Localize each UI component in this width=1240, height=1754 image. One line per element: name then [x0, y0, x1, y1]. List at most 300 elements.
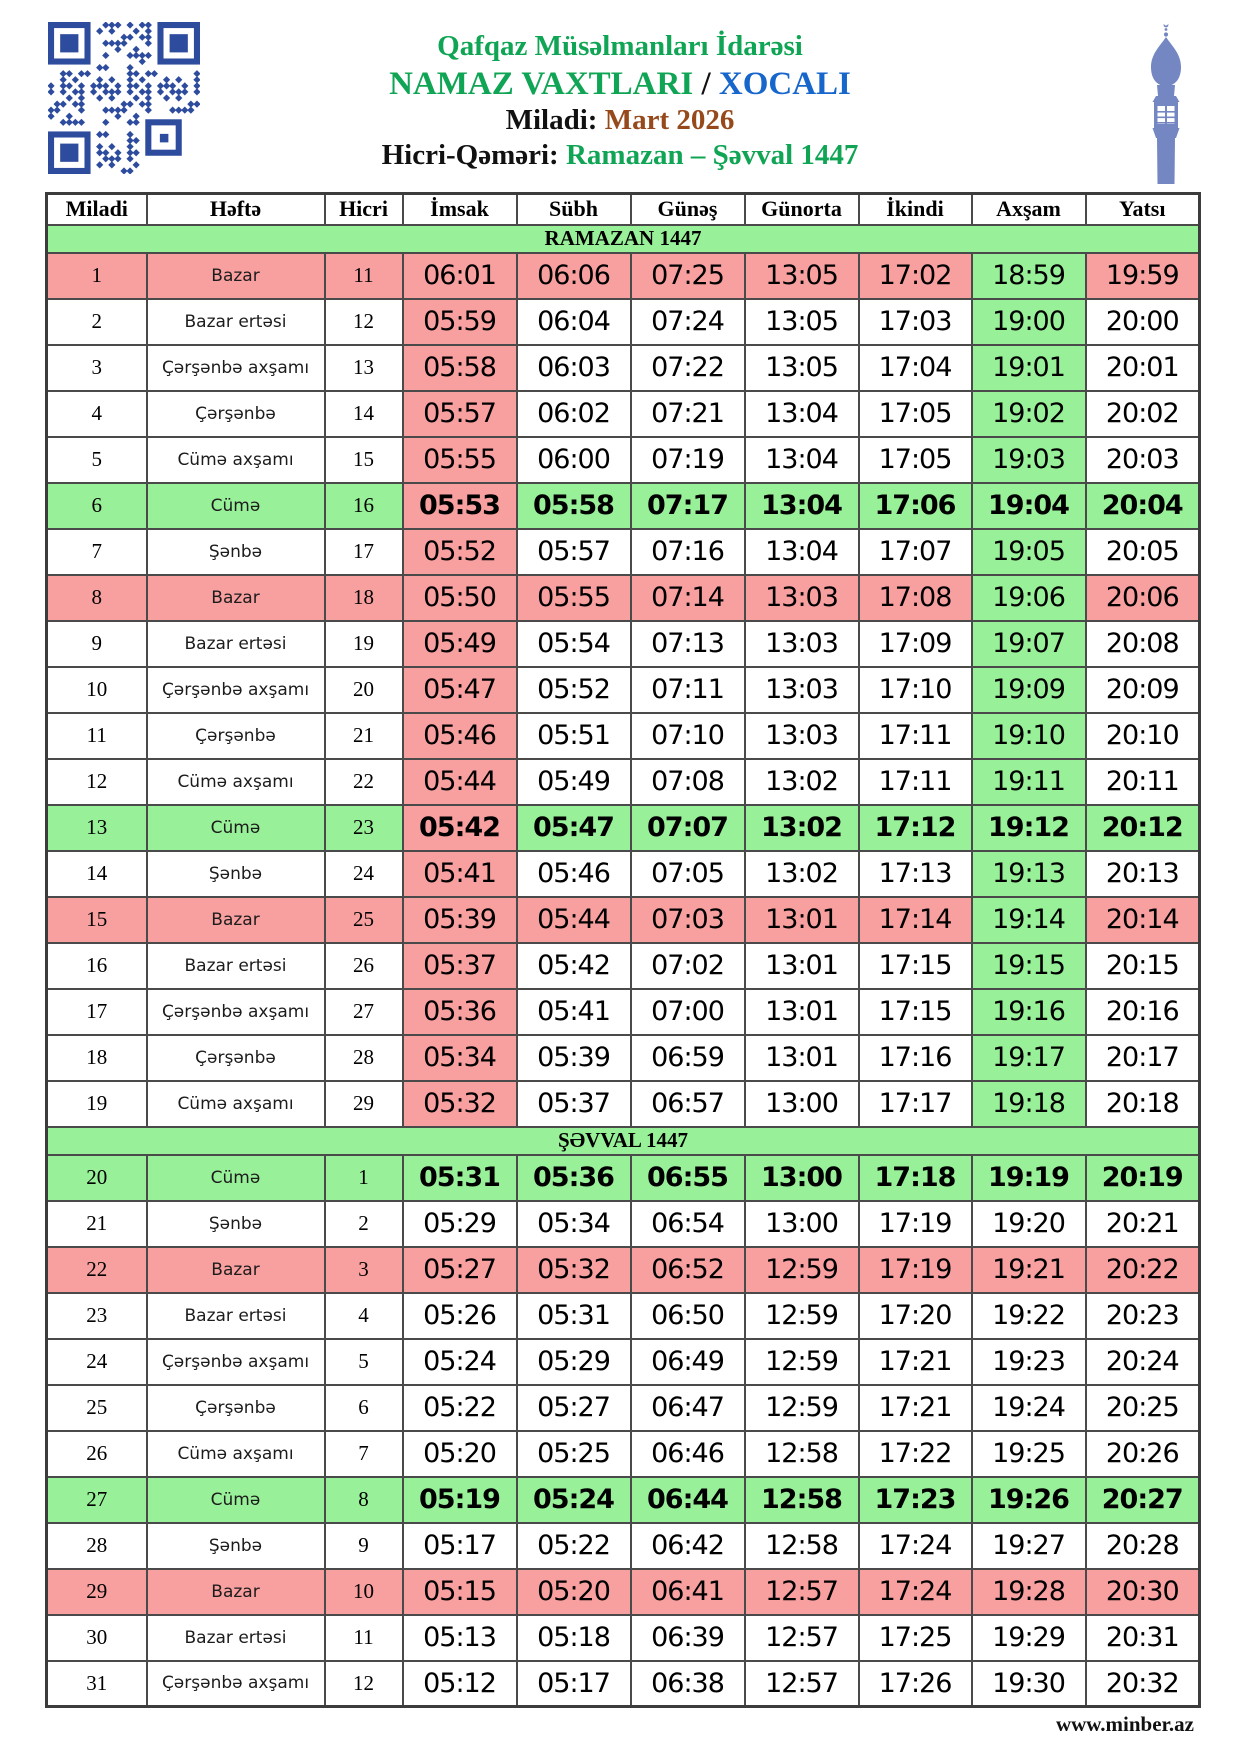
time-cell: 19:00 [972, 299, 1086, 345]
time-cell: 07:00 [631, 989, 745, 1035]
time-cell: 07:08 [631, 759, 745, 805]
time-cell: 19:06 [972, 575, 1086, 621]
time-cell: 12:59 [745, 1339, 859, 1385]
time-cell: 19:28 [972, 1569, 1086, 1615]
miladi-cell: 25 [47, 1385, 147, 1431]
miladi-cell: 7 [47, 529, 147, 575]
miladi-cell: 5 [47, 437, 147, 483]
time-cell: 05:34 [517, 1201, 631, 1247]
miladi-cell: 30 [47, 1615, 147, 1661]
table-row [47, 805, 1200, 851]
miladi-cell: 11 [47, 713, 147, 759]
time-cell: 17:02 [859, 253, 972, 299]
hicri-cell: 23 [325, 805, 403, 851]
time-cell: 19:24 [972, 1385, 1086, 1431]
time-cell: 06:47 [631, 1385, 745, 1431]
time-cell: 06:54 [631, 1201, 745, 1247]
time-cell: 05:58 [403, 345, 517, 391]
hicri-cell: 19 [325, 621, 403, 667]
time-cell: 20:30 [1086, 1569, 1200, 1615]
weekday-cell: Bazar [147, 1247, 325, 1293]
time-cell: 19:09 [972, 667, 1086, 713]
weekday-cell: Bazar ertəsi [147, 943, 325, 989]
table-row [47, 1201, 1200, 1247]
time-cell: 19:14 [972, 897, 1086, 943]
time-cell: 05:47 [403, 667, 517, 713]
time-cell: 06:00 [517, 437, 631, 483]
time-cell: 17:11 [859, 713, 972, 759]
column-header: Günorta [745, 194, 859, 225]
time-cell: 12:58 [745, 1523, 859, 1569]
time-cell: 17:19 [859, 1201, 972, 1247]
hicri-cell: 29 [325, 1081, 403, 1127]
time-cell: 19:20 [972, 1201, 1086, 1247]
time-cell: 17:16 [859, 1035, 972, 1081]
time-cell: 13:02 [745, 759, 859, 805]
time-cell: 05:19 [403, 1477, 517, 1523]
minaret-icon [1126, 20, 1200, 184]
time-cell: 20:14 [1086, 897, 1200, 943]
time-cell: 17:24 [859, 1523, 972, 1569]
time-cell: 19:07 [972, 621, 1086, 667]
time-cell: 05:54 [517, 621, 631, 667]
time-cell: 17:07 [859, 529, 972, 575]
weekday-cell: Bazar ertəsi [147, 1615, 325, 1661]
section-header-row [47, 1127, 1200, 1155]
time-cell: 12:57 [745, 1569, 859, 1615]
time-cell: 05:51 [517, 713, 631, 759]
time-cell: 17:06 [859, 483, 972, 529]
miladi-cell: 14 [47, 851, 147, 897]
hicri-cell: 21 [325, 713, 403, 759]
time-cell: 20:04 [1086, 483, 1200, 529]
miladi-cell: 10 [47, 667, 147, 713]
miladi-cell: 31 [47, 1661, 147, 1707]
time-cell: 05:32 [403, 1081, 517, 1127]
time-cell: 19:10 [972, 713, 1086, 759]
weekday-cell: Çərşənbə [147, 1385, 325, 1431]
miladi-cell: 17 [47, 989, 147, 1035]
time-cell: 19:11 [972, 759, 1086, 805]
time-cell: 20:10 [1086, 713, 1200, 759]
time-cell: 19:19 [972, 1155, 1086, 1201]
time-cell: 05:52 [517, 667, 631, 713]
time-cell: 05:17 [517, 1661, 631, 1707]
time-cell: 06:04 [517, 299, 631, 345]
time-cell: 17:05 [859, 391, 972, 437]
time-cell: 13:04 [745, 483, 859, 529]
time-cell: 06:55 [631, 1155, 745, 1201]
time-cell: 05:12 [403, 1661, 517, 1707]
miladi-cell: 27 [47, 1477, 147, 1523]
time-cell: 07:02 [631, 943, 745, 989]
time-cell: 18:59 [972, 253, 1086, 299]
miladi-cell: 20 [47, 1155, 147, 1201]
miladi-cell: 15 [47, 897, 147, 943]
weekday-cell: Çərşənbə axşamı [147, 1661, 325, 1707]
miladi-cell: 26 [47, 1431, 147, 1477]
time-cell: 13:03 [745, 713, 859, 759]
time-cell: 05:20 [517, 1569, 631, 1615]
time-cell: 05:49 [403, 621, 517, 667]
hicri-cell: 2 [325, 1201, 403, 1247]
time-cell: 05:37 [517, 1081, 631, 1127]
website-url: www.minber.az [1055, 1712, 1194, 1736]
qr-code-icon [48, 22, 200, 174]
miladi-cell: 16 [47, 943, 147, 989]
weekday-cell: Cümə [147, 483, 325, 529]
table-row [47, 1035, 1200, 1081]
time-cell: 20:00 [1086, 299, 1200, 345]
time-cell: 17:09 [859, 621, 972, 667]
time-cell: 19:22 [972, 1293, 1086, 1339]
time-cell: 05:41 [403, 851, 517, 897]
hicri-cell: 13 [325, 345, 403, 391]
time-cell: 20:21 [1086, 1201, 1200, 1247]
table-row [47, 1523, 1200, 1569]
time-cell: 17:19 [859, 1247, 972, 1293]
time-cell: 19:04 [972, 483, 1086, 529]
column-header: Sübh [517, 194, 631, 225]
miladi-cell: 22 [47, 1247, 147, 1293]
miladi-cell: 6 [47, 483, 147, 529]
time-cell: 05:17 [403, 1523, 517, 1569]
time-cell: 06:50 [631, 1293, 745, 1339]
column-header: Axşam [972, 194, 1086, 225]
time-cell: 06:57 [631, 1081, 745, 1127]
hicri-cell: 6 [325, 1385, 403, 1431]
miladi-cell: 29 [47, 1569, 147, 1615]
miladi-cell: 4 [47, 391, 147, 437]
time-cell: 07:22 [631, 345, 745, 391]
miladi-cell: 3 [47, 345, 147, 391]
time-cell: 05:46 [517, 851, 631, 897]
time-cell: 05:59 [403, 299, 517, 345]
time-cell: 13:05 [745, 253, 859, 299]
weekday-cell: Çərşənbə axşamı [147, 345, 325, 391]
hicri-cell: 9 [325, 1523, 403, 1569]
hicri-cell: 4 [325, 1293, 403, 1339]
time-cell: 20:13 [1086, 851, 1200, 897]
time-cell: 13:04 [745, 437, 859, 483]
column-header: Günəş [631, 194, 745, 225]
table-row [47, 1081, 1200, 1127]
table-row [47, 1615, 1200, 1661]
time-cell: 20:17 [1086, 1035, 1200, 1081]
time-cell: 19:02 [972, 391, 1086, 437]
table-row [47, 1477, 1200, 1523]
hicri-cell: 11 [325, 253, 403, 299]
table-row [47, 667, 1200, 713]
weekday-cell: Bazar [147, 253, 325, 299]
time-cell: 05:22 [517, 1523, 631, 1569]
time-cell: 19:25 [972, 1431, 1086, 1477]
miladi-cell: 24 [47, 1339, 147, 1385]
time-cell: 19:05 [972, 529, 1086, 575]
time-cell: 06:46 [631, 1431, 745, 1477]
time-cell: 20:28 [1086, 1523, 1200, 1569]
table-row [47, 575, 1200, 621]
column-header: İkindi [859, 194, 972, 225]
weekday-cell: Çərşənbə [147, 713, 325, 759]
table-row [47, 345, 1200, 391]
weekday-cell: Cümə axşamı [147, 437, 325, 483]
time-cell: 17:08 [859, 575, 972, 621]
time-cell: 05:36 [517, 1155, 631, 1201]
time-cell: 13:03 [745, 667, 859, 713]
miladi-cell: 23 [47, 1293, 147, 1339]
time-cell: 13:04 [745, 529, 859, 575]
time-cell: 17:05 [859, 437, 972, 483]
time-cell: 05:44 [403, 759, 517, 805]
time-cell: 07:25 [631, 253, 745, 299]
time-cell: 05:13 [403, 1615, 517, 1661]
table-row [47, 529, 1200, 575]
time-cell: 13:05 [745, 299, 859, 345]
time-cell: 12:57 [745, 1661, 859, 1707]
time-cell: 17:21 [859, 1339, 972, 1385]
table-row [47, 1339, 1200, 1385]
time-cell: 05:57 [517, 529, 631, 575]
miladi-cell: 21 [47, 1201, 147, 1247]
time-cell: 05:44 [517, 897, 631, 943]
hicri-cell: 25 [325, 897, 403, 943]
time-cell: 05:58 [517, 483, 631, 529]
weekday-cell: Şənbə [147, 1523, 325, 1569]
time-cell: 19:15 [972, 943, 1086, 989]
time-cell: 05:29 [403, 1201, 517, 1247]
time-cell: 20:15 [1086, 943, 1200, 989]
time-cell: 07:05 [631, 851, 745, 897]
weekday-cell: Cümə axşamı [147, 1081, 325, 1127]
table-row [47, 1431, 1200, 1477]
table-row [47, 1293, 1200, 1339]
time-cell: 19:01 [972, 345, 1086, 391]
time-cell: 19:12 [972, 805, 1086, 851]
time-cell: 05:36 [403, 989, 517, 1035]
time-cell: 17:25 [859, 1615, 972, 1661]
time-cell: 12:58 [745, 1477, 859, 1523]
time-cell: 20:19 [1086, 1155, 1200, 1201]
time-cell: 06:39 [631, 1615, 745, 1661]
weekday-cell: Bazar [147, 575, 325, 621]
time-cell: 20:23 [1086, 1293, 1200, 1339]
weekday-cell: Çərşənbə [147, 391, 325, 437]
time-cell: 17:14 [859, 897, 972, 943]
column-header-row [47, 194, 1200, 225]
hicri-cell: 20 [325, 667, 403, 713]
time-cell: 05:15 [403, 1569, 517, 1615]
miladi-cell: 1 [47, 253, 147, 299]
time-cell: 05:46 [403, 713, 517, 759]
table-row [47, 713, 1200, 759]
time-cell: 05:32 [517, 1247, 631, 1293]
hicri-cell: 16 [325, 483, 403, 529]
time-cell: 06:02 [517, 391, 631, 437]
time-cell: 12:59 [745, 1385, 859, 1431]
time-cell: 13:01 [745, 897, 859, 943]
time-cell: 17:13 [859, 851, 972, 897]
time-cell: 17:23 [859, 1477, 972, 1523]
weekday-cell: Çərşənbə [147, 1035, 325, 1081]
weekday-cell: Bazar ertəsi [147, 299, 325, 345]
time-cell: 06:52 [631, 1247, 745, 1293]
time-cell: 19:03 [972, 437, 1086, 483]
hicri-cell: 3 [325, 1247, 403, 1293]
hicri-cell: 5 [325, 1339, 403, 1385]
hicri-cell: 10 [325, 1569, 403, 1615]
time-cell: 20:31 [1086, 1615, 1200, 1661]
column-header: Həftə [147, 194, 325, 225]
weekday-cell: Şənbə [147, 1201, 325, 1247]
weekday-cell: Çərşənbə axşamı [147, 667, 325, 713]
time-cell: 07:10 [631, 713, 745, 759]
column-header: Miladi [47, 194, 147, 225]
time-cell: 13:00 [745, 1155, 859, 1201]
miladi-cell: 19 [47, 1081, 147, 1127]
table-row [47, 989, 1200, 1035]
time-cell: 17:10 [859, 667, 972, 713]
organization-title: Qafqaz Müsəlmanları İdarəsi [437, 30, 803, 62]
time-cell: 06:41 [631, 1569, 745, 1615]
time-cell: 17:11 [859, 759, 972, 805]
time-cell: 05:37 [403, 943, 517, 989]
hicri-cell: 18 [325, 575, 403, 621]
time-cell: 20:24 [1086, 1339, 1200, 1385]
time-cell: 17:20 [859, 1293, 972, 1339]
table-row [47, 851, 1200, 897]
hicri-cell: 11 [325, 1615, 403, 1661]
prayer-times-table [45, 192, 1201, 1708]
time-cell: 17:24 [859, 1569, 972, 1615]
time-cell: 13:05 [745, 345, 859, 391]
time-cell: 05:53 [403, 483, 517, 529]
table-row [47, 483, 1200, 529]
time-cell: 05:42 [403, 805, 517, 851]
time-cell: 19:17 [972, 1035, 1086, 1081]
time-cell: 20:16 [1086, 989, 1200, 1035]
section-header-row [47, 225, 1200, 253]
time-cell: 07:13 [631, 621, 745, 667]
weekday-cell: Şənbə [147, 851, 325, 897]
weekday-cell: Cümə [147, 1155, 325, 1201]
time-cell: 06:44 [631, 1477, 745, 1523]
time-cell: 20:27 [1086, 1477, 1200, 1523]
time-cell: 13:02 [745, 851, 859, 897]
time-cell: 17:15 [859, 943, 972, 989]
time-cell: 05:52 [403, 529, 517, 575]
time-cell: 19:29 [972, 1615, 1086, 1661]
time-cell: 19:27 [972, 1523, 1086, 1569]
time-cell: 05:24 [403, 1339, 517, 1385]
time-cell: 20:01 [1086, 345, 1200, 391]
location-name: XOCALI [718, 66, 851, 102]
time-cell: 06:49 [631, 1339, 745, 1385]
time-cell: 05:24 [517, 1477, 631, 1523]
main-title-text: NAMAZ VAXTLARI [389, 66, 694, 102]
time-cell: 13:01 [745, 989, 859, 1035]
time-cell: 17:17 [859, 1081, 972, 1127]
time-cell: 05:49 [517, 759, 631, 805]
time-cell: 05:27 [403, 1247, 517, 1293]
time-cell: 05:31 [517, 1293, 631, 1339]
time-cell: 05:47 [517, 805, 631, 851]
hicri-cell: 27 [325, 989, 403, 1035]
miladi-value: Mart 2026 [604, 104, 735, 136]
time-cell: 20:08 [1086, 621, 1200, 667]
time-cell: 20:18 [1086, 1081, 1200, 1127]
hicri-cell: 7 [325, 1431, 403, 1477]
hicri-cell: 26 [325, 943, 403, 989]
time-cell: 05:18 [517, 1615, 631, 1661]
time-cell: 07:07 [631, 805, 745, 851]
weekday-cell: Bazar ertəsi [147, 621, 325, 667]
time-cell: 13:00 [745, 1081, 859, 1127]
time-cell: 07:21 [631, 391, 745, 437]
table-row [47, 621, 1200, 667]
time-cell: 05:22 [403, 1385, 517, 1431]
time-cell: 12:59 [745, 1247, 859, 1293]
time-cell: 20:03 [1086, 437, 1200, 483]
table-row [47, 1247, 1200, 1293]
time-cell: 19:59 [1086, 253, 1200, 299]
time-cell: 05:50 [403, 575, 517, 621]
time-cell: 06:42 [631, 1523, 745, 1569]
table-row [47, 253, 1200, 299]
time-cell: 05:55 [403, 437, 517, 483]
time-cell: 05:57 [403, 391, 517, 437]
miladi-cell: 12 [47, 759, 147, 805]
time-cell: 12:58 [745, 1431, 859, 1477]
time-cell: 20:11 [1086, 759, 1200, 805]
weekday-cell: Cümə axşamı [147, 1431, 325, 1477]
time-cell: 07:03 [631, 897, 745, 943]
time-cell: 05:25 [517, 1431, 631, 1477]
time-cell: 17:26 [859, 1661, 972, 1707]
time-cell: 05:20 [403, 1431, 517, 1477]
column-header: Yatsı [1086, 194, 1200, 225]
table-row [47, 897, 1200, 943]
time-cell: 05:29 [517, 1339, 631, 1385]
time-cell: 17:18 [859, 1155, 972, 1201]
table-row [47, 943, 1200, 989]
time-cell: 05:26 [403, 1293, 517, 1339]
time-cell: 06:59 [631, 1035, 745, 1081]
time-cell: 19:16 [972, 989, 1086, 1035]
weekday-cell: Cümə [147, 805, 325, 851]
table-row [47, 437, 1200, 483]
hicri-label: Hicri-Qəməri: [381, 139, 566, 171]
table-row [47, 1385, 1200, 1431]
hicri-cell: 15 [325, 437, 403, 483]
miladi-cell: 9 [47, 621, 147, 667]
hicri-cell: 28 [325, 1035, 403, 1081]
section-header: ŞƏVVAL 1447 [47, 1127, 1200, 1155]
hicri-cell: 12 [325, 1661, 403, 1707]
time-cell: 17:21 [859, 1385, 972, 1431]
miladi-cell: 2 [47, 299, 147, 345]
table-row [47, 1661, 1200, 1707]
time-cell: 20:12 [1086, 805, 1200, 851]
time-cell: 20:26 [1086, 1431, 1200, 1477]
time-cell: 07:24 [631, 299, 745, 345]
time-cell: 05:31 [403, 1155, 517, 1201]
miladi-cell: 13 [47, 805, 147, 851]
miladi-label: Miladi: [505, 104, 605, 136]
column-header: İmsak [403, 194, 517, 225]
weekday-cell: Bazar [147, 897, 325, 943]
weekday-cell: Şənbə [147, 529, 325, 575]
